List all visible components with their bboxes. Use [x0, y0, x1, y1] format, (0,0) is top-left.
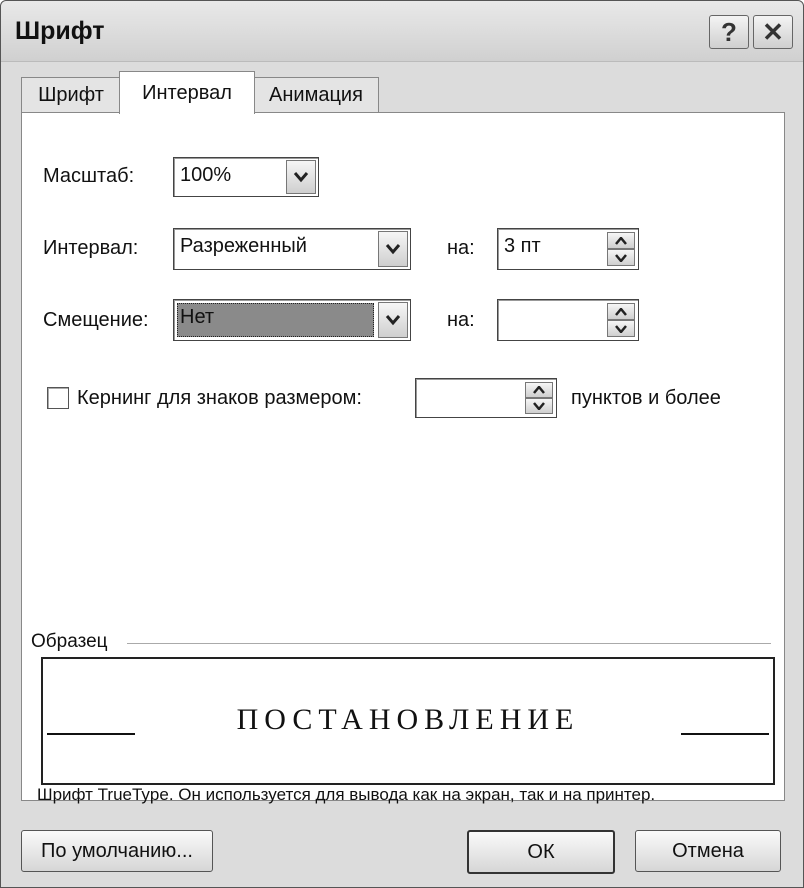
- spacing-by-spin-buttons: [607, 232, 635, 266]
- preview-right-line: [681, 733, 769, 735]
- spacing-by-value: 3 пт: [504, 235, 541, 257]
- scale-select[interactable]: [173, 157, 319, 197]
- ok-label: ОК: [527, 840, 555, 863]
- position-by-label: на:: [447, 309, 475, 331]
- scale-value: 100%: [180, 164, 232, 186]
- spin-down-button[interactable]: [607, 320, 635, 337]
- chevron-down-icon: [385, 314, 401, 326]
- preview-description: Шрифт TrueType. Он используется для вывода как на экран, так и на принтер.: [37, 785, 656, 804]
- set-default-button[interactable]: [21, 830, 213, 872]
- tab-font-label: Шрифт: [38, 83, 104, 106]
- arrow-down-icon: [615, 325, 627, 333]
- spacing-label: Интервал:: [43, 237, 139, 259]
- position-dropdown-button[interactable]: [378, 302, 408, 338]
- arrow-up-icon: [533, 386, 545, 394]
- tab-animation-label: Анимация: [269, 83, 363, 106]
- position-label: Смещение:: [43, 309, 149, 331]
- spacing-dropdown-button[interactable]: [378, 231, 408, 267]
- arrow-up-icon: [615, 308, 627, 316]
- position-select[interactable]: [173, 299, 411, 341]
- spacing-by-spinner[interactable]: [497, 228, 639, 270]
- tab-spacing[interactable]: [119, 71, 255, 114]
- preview-box: [41, 657, 775, 785]
- scale-dropdown-button[interactable]: [286, 160, 316, 194]
- kerning-spin-buttons: [525, 382, 553, 414]
- spin-up-button[interactable]: [525, 382, 553, 398]
- spacing-select[interactable]: [173, 228, 411, 270]
- position-by-spinner[interactable]: [497, 299, 639, 341]
- close-button[interactable]: [753, 15, 793, 49]
- scale-label: Масштаб:: [43, 165, 135, 187]
- close-icon: ✕: [762, 16, 784, 47]
- window-title: Шрифт: [15, 17, 105, 45]
- preview-section-label: Образец: [31, 631, 108, 652]
- spin-up-button[interactable]: [607, 232, 635, 249]
- kerning-checkbox[interactable]: [47, 387, 69, 409]
- spacing-by-label: на:: [447, 237, 475, 259]
- arrow-down-icon: [533, 402, 545, 410]
- spin-up-button[interactable]: [607, 303, 635, 320]
- tab-font[interactable]: [21, 77, 121, 112]
- preview-sample-text: ПОСТАНОВЛЕНИЕ: [236, 703, 580, 736]
- tab-animation[interactable]: [253, 77, 379, 112]
- arrow-up-icon: [615, 237, 627, 245]
- help-button[interactable]: [709, 15, 749, 49]
- kerning-label[interactable]: Кернинг для знаков размером:: [77, 387, 362, 409]
- position-by-spin-buttons: [607, 303, 635, 337]
- spacing-value: Разреженный: [180, 235, 307, 257]
- chevron-down-icon: [385, 243, 401, 255]
- title-bar: [1, 1, 803, 62]
- preview-separator: [127, 643, 771, 644]
- arrow-down-icon: [615, 254, 627, 262]
- chevron-down-icon: [293, 171, 309, 183]
- cancel-button[interactable]: [635, 830, 781, 872]
- spin-down-button[interactable]: [607, 249, 635, 266]
- tab-spacing-label: Интервал: [142, 81, 232, 104]
- ok-button[interactable]: [467, 830, 615, 874]
- spin-down-button[interactable]: [525, 398, 553, 414]
- kerning-suffix: пунктов и более: [571, 387, 721, 409]
- position-value: Нет: [180, 306, 215, 328]
- cancel-label: Отмена: [672, 839, 744, 862]
- set-default-label: По умолчанию...: [41, 839, 193, 862]
- help-icon: ?: [721, 16, 737, 47]
- kerning-size-spinner[interactable]: [415, 378, 557, 418]
